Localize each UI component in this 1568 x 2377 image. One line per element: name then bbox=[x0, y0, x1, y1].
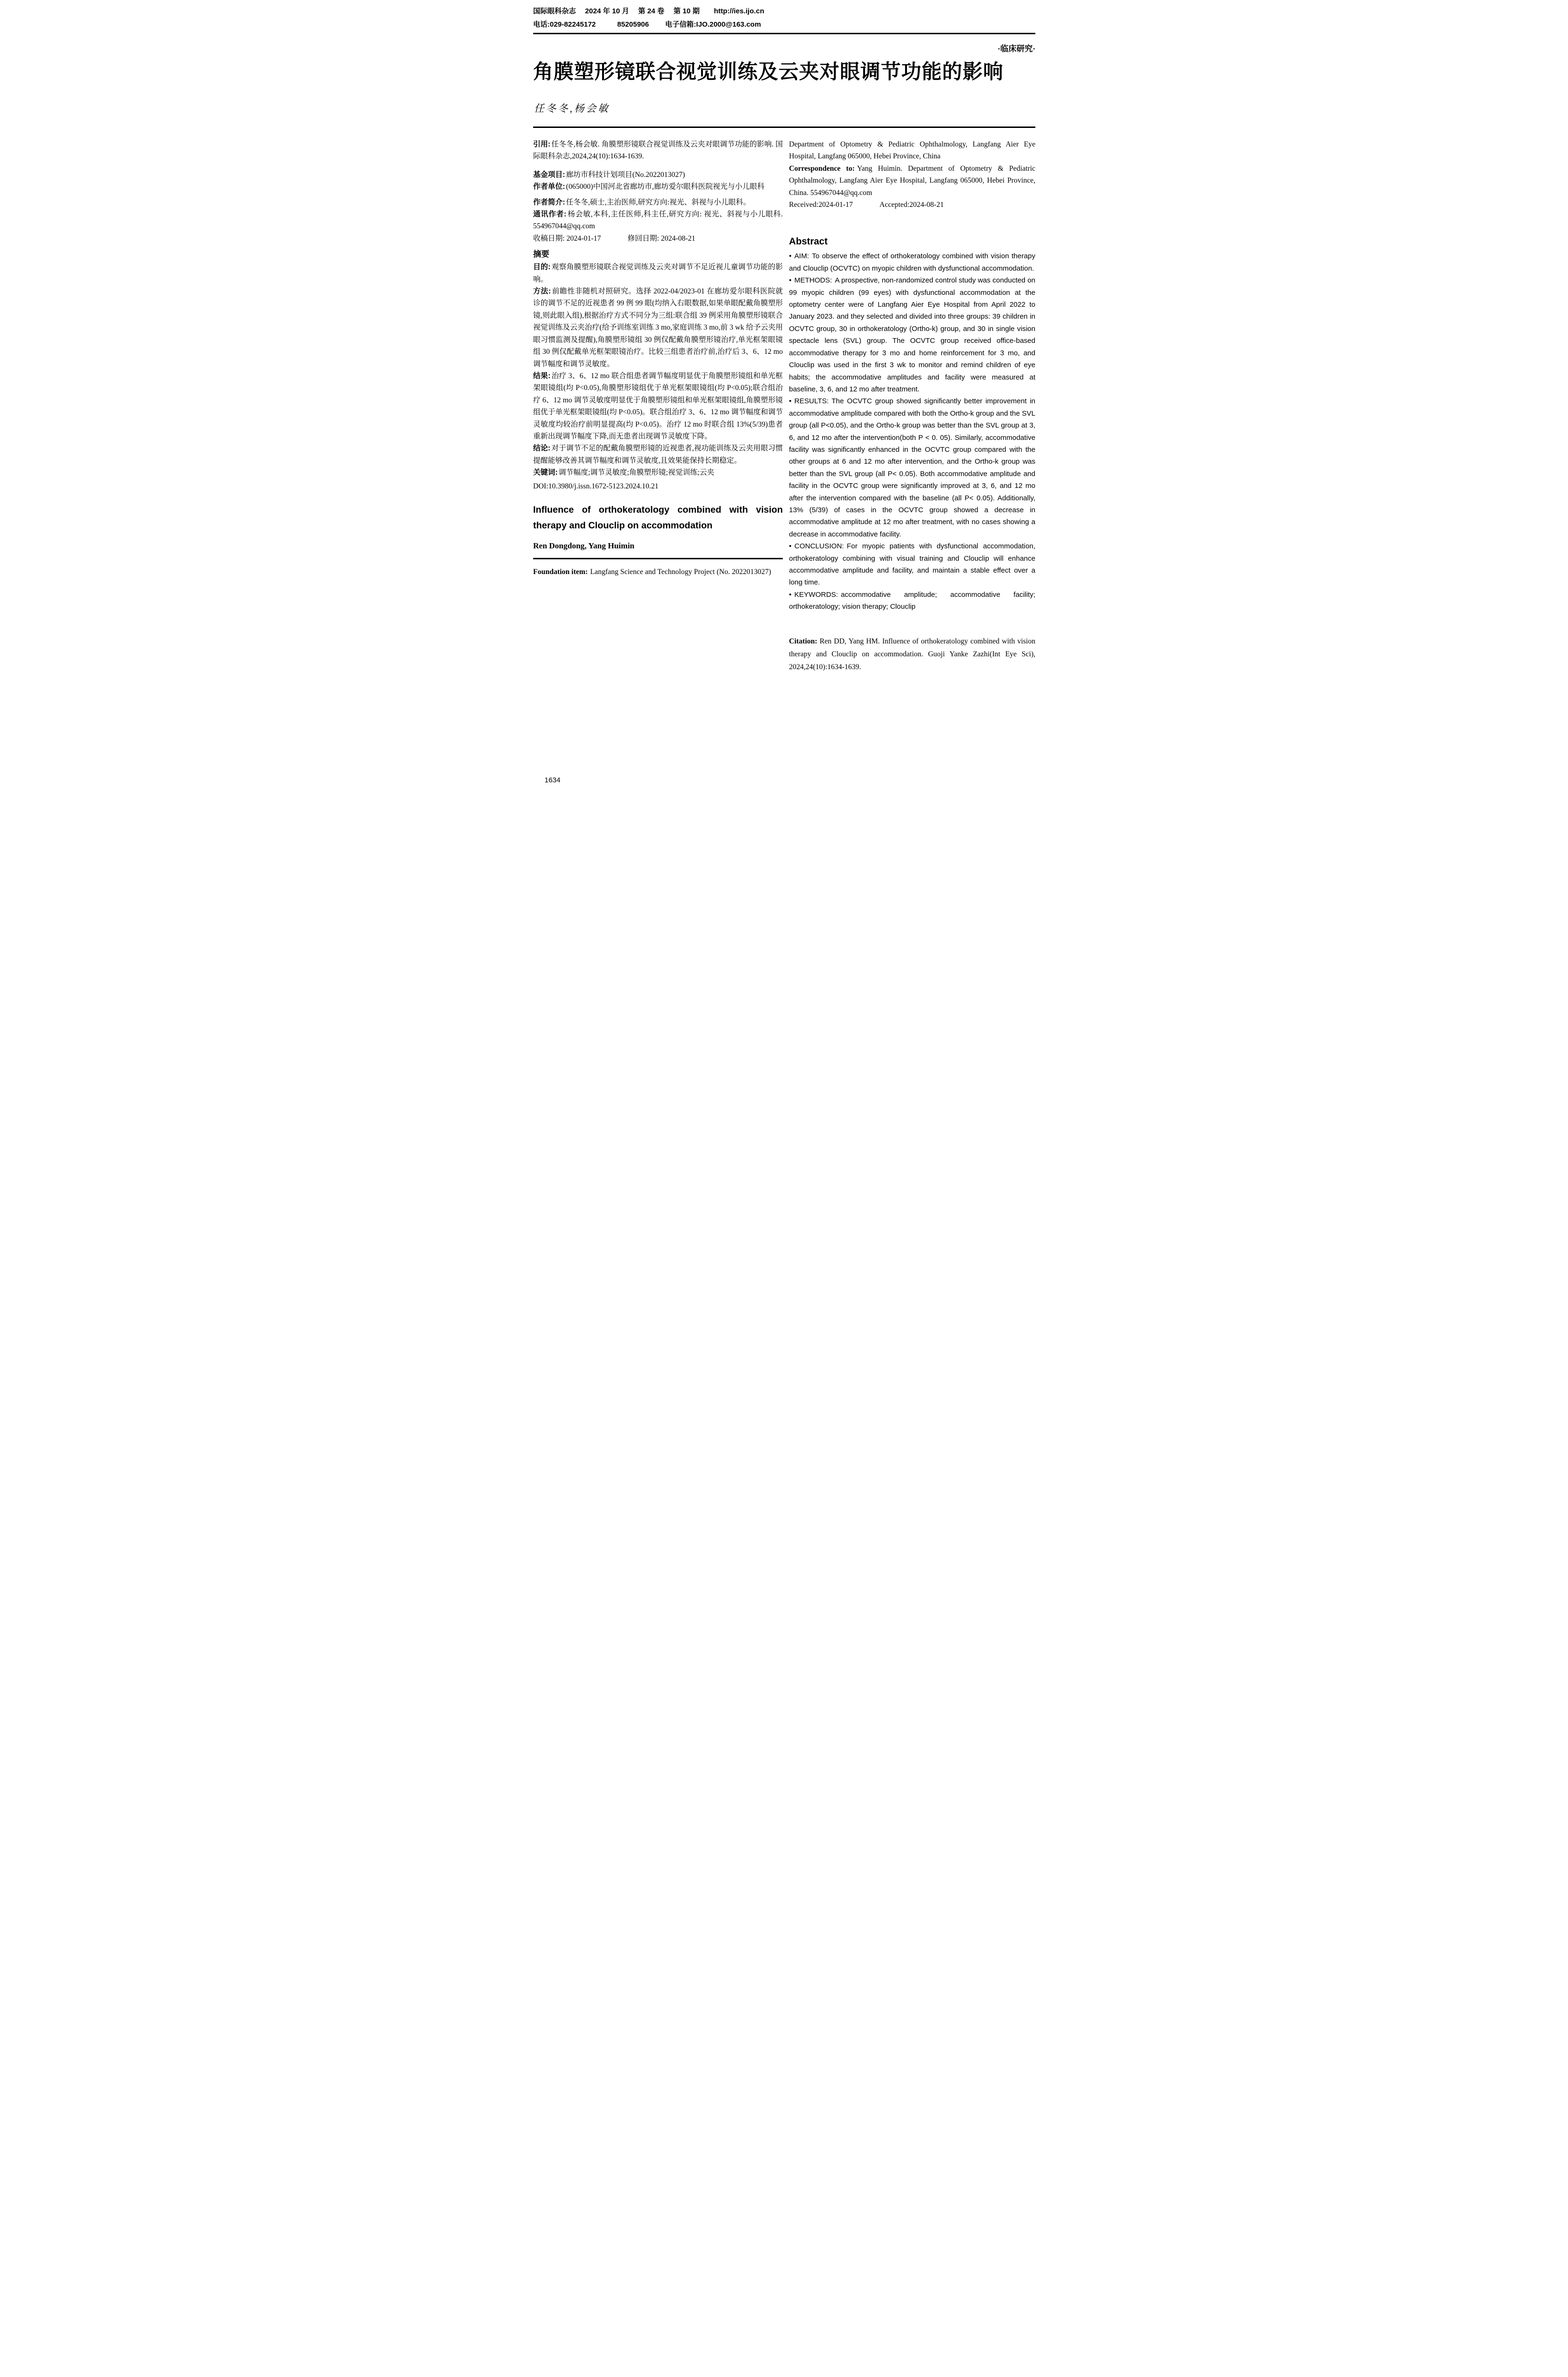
dates-cn bbox=[533, 233, 783, 244]
author-bio bbox=[533, 196, 783, 208]
revised-date-cn: 修回日期: 2024-08-21 bbox=[627, 234, 696, 243]
two-column-body bbox=[533, 138, 1035, 673]
abstract-conclusion-cn bbox=[533, 442, 783, 467]
masthead-line1: 国际眼科杂志 2024 年 10 月 第 24 卷 第 10 期 http://ies.ijo.cn bbox=[533, 7, 764, 15]
results-en-label: RESULTS: bbox=[794, 397, 829, 406]
dates-en bbox=[789, 199, 1035, 211]
title-rule bbox=[533, 127, 1035, 128]
page-header bbox=[533, 5, 1035, 31]
methods-en-text: A prospective, non-randomized control study was conducted on 99 myopic children (99 eyes) with dysfunctional accommodation at the optometry center were of Langfang Aier Eye Hospital from April 2022 to January 2023. and they selected and divided into three groups: 39 children in OCVTC group, 30 in orthokeratology (Ortho-k) group, and 30 in single vision spectacle lens (SVL) group. The OCVTC group received office-based accommodative therapy for 3 mo and home reinforcement for 3 mo, and Clouclip was used in the first 3 wk to monitor and remind children of eye habits; the accommodative amplitudes and facility were measured at baseline, 3, 6, and 12 mo after treatment. bbox=[789, 276, 1035, 393]
bullet-icon: • bbox=[789, 590, 792, 599]
foundation-en-label: Foundation item: bbox=[533, 567, 588, 576]
citation-en bbox=[789, 635, 1035, 673]
article-title-cn: 角膜塑形镜联合视觉训练及云夹对眼调节功能的影响 bbox=[533, 60, 1004, 83]
results-cn-label: 结果: bbox=[533, 371, 551, 380]
methods-cn-label: 方法: bbox=[533, 287, 551, 296]
keywords-cn-text: 调节幅度;调节灵敏度;角膜塑形镜;视觉训练;云夹 bbox=[558, 468, 714, 477]
affiliation-cn-text: (065000)中国河北省廊坊市,廊坊爱尔眼科医院视光与小儿眼科 bbox=[566, 183, 765, 191]
bullet-icon: • bbox=[789, 276, 792, 285]
keywords-en-label: KEYWORDS: bbox=[794, 590, 838, 599]
affiliation-cn-label: 作者单位: bbox=[533, 183, 565, 191]
abstract-results-cn bbox=[533, 370, 783, 442]
corresponding-author-cn bbox=[533, 208, 783, 233]
corresponding-cn-text: 杨会敏,本科,主任医师,科主任,研究方向: 视光、斜视与小儿眼科. 554967044@qq.com bbox=[533, 210, 783, 231]
abstract-results-en bbox=[789, 395, 1035, 540]
aim-cn-text: 观察角膜塑形镜联合视觉训练及云夹对调节不足近视儿童调节功能的影响。 bbox=[533, 263, 783, 283]
results-cn-text: 治疗 3、6、12 mo 联合组患者调节幅度明显优于角膜塑形镜组和单光框架眼镜组(均 P<0.05),角膜塑形镜组优于单光框架眼镜组(均 P<0.05);联合组治疗 6、12 mo 调节灵敏度明显优于角膜塑形镜组和单光框架眼镜组,角膜塑形镜组优于单光框架眼镜组(均 P<0.05)。联合组治疗 3、6、12 mo 调节幅度和调节灵敏度均较治疗前明显提高(均 P<0.05)。治疗 12 mo 时联合组 13%(5/39)患者重新出现调节幅度下降,而无患者出现调节灵敏度下降。 bbox=[533, 371, 783, 440]
masthead-line2: 电话:029-82245172 85205906 电子信箱:IJO.2000@163.com bbox=[533, 20, 761, 29]
author-bio-text: 任冬冬,硕士,主治医师,研究方向:视光、斜视与小儿眼科。 bbox=[566, 198, 751, 206]
right-column bbox=[789, 138, 1035, 673]
bullet-icon: • bbox=[789, 542, 792, 551]
foundation-en-text: Langfang Science and Technology Project (No. 2022013027) bbox=[590, 567, 771, 576]
received-date-en: Received:2024-01-17 bbox=[789, 201, 853, 209]
citation-cn-label: 引用: bbox=[533, 140, 551, 148]
keywords-cn-label: 关键词: bbox=[533, 468, 558, 477]
abstract-conclusion-en bbox=[789, 540, 1035, 589]
foundation-cn-text: 廊坊市科技计划项目(No.2022013027) bbox=[566, 170, 685, 179]
doi: DOI:10.3980/j.issn.1672-5123.2024.10.21 bbox=[533, 482, 659, 490]
results-en-text: The OCVTC group showed significantly better improvement in accommodative amplitude compared with both the Ortho-k group and the SVL group (all P<0.05), and the Ortho-k group was better than the SVL group at 3, 6, and 12 mo after the intervention(both P < 0. 05). Similarly, accommodative facility was significantly enhanced in the OCVTC group compared with the other groups at 6 and 12 mo after intervention, and the Ortho-k group was better than the SVL group (all P< 0.05). Both accommodative amplitude and facility in the OCVTC group were significantly improved at 3, 6, and 12 mo after the intervention compared with the baseline (all P< 0.05). Additionally, 13% (5/39) of cases in the OCVTC group showed a decrease in accommodative amplitude at 12 mo after treatment, with no cases showing a decrease in accommodative facility. bbox=[789, 397, 1035, 538]
abstract-heading-en: Abstract bbox=[789, 236, 828, 247]
abstract-aim-en bbox=[789, 250, 1035, 274]
keywords-en bbox=[789, 589, 1035, 613]
abstract-methods-en bbox=[789, 274, 1035, 395]
correspondence-label: Correspondence to: bbox=[789, 164, 855, 173]
conclusion-en-text: For myopic patients with dysfunctional accommodation, orthokeratology combining with visual training and Clouclip will enhance accommodative amplitude and facility, and maintain a stable effect over a long time. bbox=[789, 542, 1035, 587]
aim-cn-label: 目的: bbox=[533, 263, 551, 272]
abstract-aim-cn bbox=[533, 261, 783, 285]
correspondence-en bbox=[789, 163, 1035, 199]
article-title-en: Influence of orthokeratology combined with vision therapy and Clouclip on accommodation bbox=[533, 504, 783, 531]
article-authors-en: Ren Dongdong, Yang Huimin bbox=[533, 541, 634, 550]
page-number: 1634 bbox=[545, 776, 561, 784]
accepted-date-en: Accepted:2024-08-21 bbox=[879, 201, 944, 209]
bullet-icon: • bbox=[789, 252, 792, 261]
methods-en-label: METHODS: bbox=[794, 276, 832, 285]
corresponding-cn-label: 通讯作者: bbox=[533, 210, 566, 219]
footnote-rule bbox=[533, 558, 783, 559]
journal-page bbox=[523, 0, 1045, 792]
citation-en-label: Citation: bbox=[789, 637, 818, 645]
conclusion-en-label: CONCLUSION: bbox=[794, 542, 844, 551]
keywords-cn bbox=[533, 467, 783, 478]
keywords-en-text: accommodative amplitude; accommodative facility; orthokeratology; vision therapy; Clouclip bbox=[789, 590, 1035, 611]
citation-en-text: Ren DD, Yang HM. Influence of orthokeratology combined with vision therapy and Clouclip on accommodation. Guoji Yanke Zazhi(Int Eye Sci), 2024,24(10):1634-1639. bbox=[789, 637, 1035, 671]
affiliation-cn bbox=[533, 181, 783, 193]
correspondence-text: Yang Huimin. Department of Optometry & Pediatric Ophthalmology, Langfang Aier Eye Hospital, Langfang 065000, Hebei Province, China. 554967044@qq.com bbox=[789, 164, 1036, 197]
citation-cn-text: 任冬冬,杨会敏. 角膜塑形镜联合视觉训练及云夹对眼调节功能的影响. 国际眼科杂志,2024,24(10):1634-1639. bbox=[533, 140, 783, 161]
foundation-cn bbox=[533, 169, 783, 181]
abstract-heading-cn: 摘要 bbox=[533, 250, 549, 259]
section-label: ·临床研究· bbox=[997, 44, 1035, 53]
left-column bbox=[533, 138, 783, 673]
foundation-en bbox=[533, 565, 783, 579]
received-date-cn: 收稿日期: 2024-01-17 bbox=[533, 234, 601, 243]
aim-en-text: To observe the effect of orthokeratology combined with vision therapy and Clouclip (OCVTC) on myopic children with dysfunctional accommodation. bbox=[789, 252, 1035, 273]
header-rule bbox=[533, 33, 1035, 34]
aim-en-label: AIM: bbox=[794, 252, 809, 261]
bullet-icon: • bbox=[789, 397, 792, 406]
methods-cn-text: 前瞻性非随机对照研究。选择 2022-04/2023-01 在廊坊爱尔眼科医院就诊的调节不足的近视患者 99 例 99 眼(均纳入右眼数据,如果单眼配戴角膜塑形镜,则此眼入组),根据治疗方式不同分为三组:联合组 39 例采用角膜塑形镜联合视觉训练及云夹治疗(给予训练室训练 3 mo,家庭训练 3 mo,前 3 wk 给予云夹用眼习惯监测及提醒),角膜塑形镜组 30 例仅配戴角膜塑形镜治疗,单光框架眼镜组 30 例仅配戴单光框架眼镜治疗。比较三组患者治疗前,治疗后 3、6、12 mo 调节幅度和调节灵敏度。 bbox=[533, 287, 783, 368]
author-bio-label: 作者简介: bbox=[533, 198, 565, 206]
foundation-cn-label: 基金项目: bbox=[533, 170, 565, 179]
citation-cn bbox=[533, 138, 783, 163]
conclusion-cn-label: 结论: bbox=[533, 444, 551, 453]
conclusion-cn-text: 对于调节不足的配戴角膜塑形镜的近视患者,视功能训练及云夹用眼习惯提醒能够改善其调节幅度和调节灵敏度,且效果能保持长期稳定。 bbox=[533, 444, 783, 465]
article-authors-cn: 任冬冬,杨会敏 bbox=[534, 103, 610, 114]
affiliation-en: Department of Optometry & Pediatric Ophthalmology, Langfang Aier Eye Hospital, Langfang 065000, Hebei Province, China bbox=[789, 140, 1035, 161]
abstract-methods-cn bbox=[533, 285, 783, 370]
